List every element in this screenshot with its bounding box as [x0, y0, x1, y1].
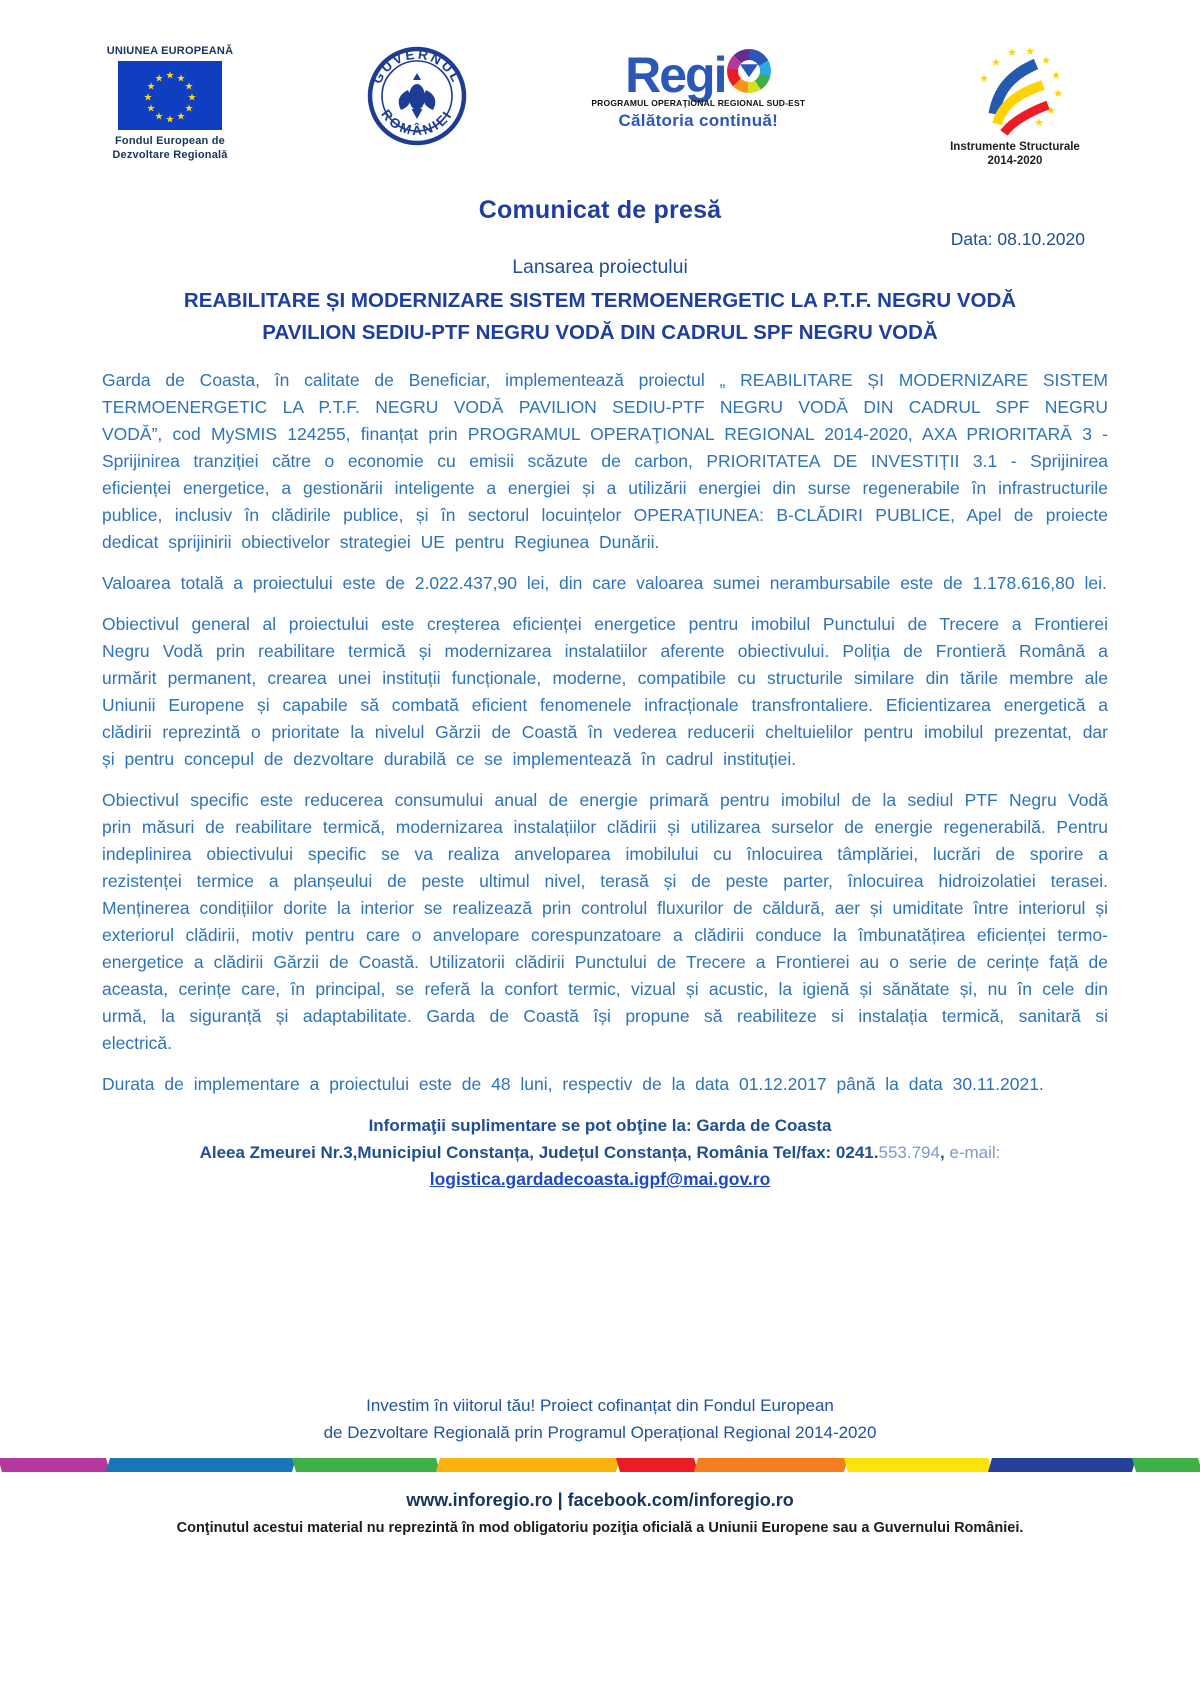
body-paragraph: Durata de implementare a proiectului este de 48 luni, respectiv de la data 01.12.2017 până la data 30.11.2021. [102, 1074, 1044, 1094]
svg-text:★: ★ [146, 103, 156, 115]
footer-links [0, 1490, 1200, 1511]
svg-text:★: ★ [1025, 45, 1035, 58]
contact-email-label: e-mail: [949, 1143, 1001, 1162]
link-separator: | [552, 1490, 568, 1510]
date-line: Data: 08.10.2020 [950, 229, 1085, 249]
structural-instruments-logo [925, 44, 1105, 168]
body-text [102, 367, 1108, 1098]
regio-colorwheel-icon [727, 49, 771, 93]
svg-text:★: ★ [165, 70, 175, 82]
body-paragraph: Obiectivul general al proiectului este creșterea eficienței energetice pentru imobilul Punctului de Trecere a Frontierei Negru Vodă prin reabilitare termică și modernizarea instalatiilor aferente obiectivului. Poliția de Frontieră Română a urmărit permanent, crearea unei instituții funcționale, moderne, compatibile cu structurile similare din tările membre ale Uniunii Europene și capabile să combată eficient fenomenele infracționale transfrontaliere. Eficientizarea energetică a clădirii reprezintă o prioritate la nivelul Gărzii de Coastă în vederea reducerii cheltuielilor pentru imobilul prezentat, dar și pentru concepul de dezvoltare durabilă ce se implementează în cadrul instituției. [102, 614, 1108, 769]
structural-caption-line2: 2014-2020 [987, 155, 1043, 167]
email-link[interactable]: logistica.gardadecoasta.igpf@mai.gov.ro [429, 1169, 771, 1189]
footer-stripe [0, 1458, 1200, 1472]
regio-logo [588, 44, 808, 131]
body-paragraph: Obiectivul specific este reducerea consumului anual de energie primară pentru imobilul de la sediul PTF Negru Vodă prin măsuri de reabilitare termică, modernizarea instalațiilor clădirii și utilizarea surselor de energie regenerabilă. Pentru indeplinirea obiectivului specific se va realiza anveloparea imobilului cu înlocuirea tâmplăriei, lucrări de sporire a rezistenței termice a planșeului de peste ultimul nivel, terasă și de peste parter, înlocuirea hidroizolatiei terasei. Menținerea condițiilor dorite la interior se realizează prin controlul fluxurilor de căldură, aer și umiditate între interiorul și exteriorul clădirii, motiv pentru care o anvelopare corespunzatoare a clădirii conduce la îmbunatățirea eficienței termo-energetice a clădirii Gărzii de Coastă. Utilizatorii clădirii Punctului de Trecere a Frontierei au o serie de cerințe față de aceasta, cerințe care, în principal, se referă la confort termic, vizual și acustic, la igienă și sănătate și, nu în cele din urmă, la siguranță și adaptabilitate. Garda de Coastă își propune să reabiliteze si instalația termică, sanitară si electrică. [102, 790, 1108, 1053]
eu-logo-bottom-label [112, 134, 227, 162]
svg-text:★: ★ [187, 92, 197, 104]
structural-instruments-icon [950, 44, 1080, 140]
contact-comma: , [939, 1143, 950, 1162]
eu-fund-label-line1: Fondul European de [115, 135, 225, 147]
eu-flag-icon [118, 61, 222, 130]
government-seal-top-text: GUVERNUL [368, 46, 465, 87]
header-logos [0, 0, 1200, 176]
regio-tagline: Călătoria continuă! [618, 111, 779, 130]
contact-address-line [0, 1139, 1200, 1166]
eu-logo-top-label: UNIUNEA EUROPEANĂ [106, 45, 234, 57]
cofinancing-line2: de Dezvoltare Regională prin Programul Operațional Regional 2014-2020 [323, 1423, 877, 1442]
contact-info-line: Informaţii suplimentare se pot obţine la: Garda de Coasta [368, 1116, 832, 1135]
cofinancing-line1: Investim în viitorul tău! Proiect cofinanțat din Fondul European [366, 1396, 834, 1415]
svg-text:★: ★ [154, 111, 164, 123]
government-seal-bottom-text: ROMÂNIEI [377, 106, 456, 139]
structural-caption-line1: Instrumente Structurale [950, 141, 1080, 153]
svg-text:★: ★ [1007, 46, 1017, 59]
regio-wordmark [625, 47, 771, 103]
eu-fund-label-line2: Dezvoltare Regională [112, 149, 228, 161]
svg-text:★: ★ [165, 114, 175, 126]
svg-text:★: ★ [146, 81, 156, 93]
contact-block [0, 1112, 1200, 1193]
project-headline [70, 285, 1130, 349]
facebook-link[interactable]: facebook.com/inforegio.ro [567, 1490, 794, 1510]
regio-program-label: PROGRAMUL OPERAŢIONAL REGIONAL [591, 98, 765, 108]
svg-text:★: ★ [184, 103, 194, 115]
svg-text:★: ★ [1053, 87, 1063, 100]
svg-text:★: ★ [991, 56, 1001, 69]
cofinancing-note [0, 1392, 1200, 1446]
regio-wordmark-text: Regi [625, 47, 726, 103]
page-title: Comunicat de presă [478, 196, 722, 224]
svg-text:★: ★ [176, 111, 186, 123]
svg-text:★: ★ [1046, 104, 1056, 117]
contact-address-part: Aleea Zmeurei Nr.3,Municipiul Constanța, Județul Constanța, România Tel/fax: 0241. [199, 1143, 879, 1162]
contact-phone-light: 553.794 [878, 1143, 940, 1162]
svg-text:★: ★ [184, 81, 194, 93]
subtitle-launch: Lansarea proiectului [512, 256, 688, 278]
svg-text:★: ★ [1041, 54, 1051, 67]
structural-instruments-caption [950, 140, 1080, 168]
svg-text:★: ★ [979, 72, 989, 85]
body-paragraph: Valoarea totală a proiectului este de 2.022.437,90 lei, din care valoarea sumei nerambursabile este de 1.178.616,80 lei. [102, 573, 1107, 593]
svg-text:★: ★ [1034, 116, 1044, 129]
project-headline-line1: REABILITARE ȘI MODERNIZARE SISTEM TERMOENERGETIC LA P.T.F. NEGRU VODĂ [183, 289, 1017, 312]
svg-text:★: ★ [176, 73, 186, 85]
svg-text:★: ★ [154, 73, 164, 85]
disclaimer-line: Conţinutul acestui material nu reprezintă în mod obligatoriu poziţia oficială a Uniunii Europene sau a Guvernului României. [176, 1520, 1024, 1536]
government-logo [362, 44, 472, 146]
svg-text:★: ★ [1051, 69, 1061, 82]
inforegio-link[interactable]: www.inforegio.ro [406, 1490, 553, 1510]
project-headline-line2: PAVILION SEDIU-PTF NEGRU VODĂ DIN CADRUL SPF NEGRU VODĂ [262, 321, 938, 344]
regio-region-label: SUD-EST [766, 98, 806, 108]
regio-program-line [591, 98, 805, 108]
svg-text:★: ★ [143, 92, 153, 104]
eu-logo [95, 44, 245, 162]
body-paragraph: Garda de Coasta, în calitate de Beneficiar, implementează proiectul „ REABILITARE ȘI MODERNIZARE SISTEM TERMOENERGETIC LA P.T.F. NEGRU VODĂ PAVILION SEDIU-PTF NEGRU VODĂ DIN CADRUL SPF NEGRU VODĂ”, cod MySMIS 124255, finanțat prin PROGRAMUL OPERAŢIONAL REGIONAL 2014-2020, AXA PRIORITARĂ 3 - Sprijinirea tranziției către o economie cu emisii scăzute de carbon, PRIORITATEA DE INVESTIȚII 3.1 - Sprijinirea eficienței energetice, a gestionării inteligente a energiei și a utilizării energiei din surse regenerabile în infrastructurile publice, inclusiv în clădirile publice, și în sectorul locuințelor OPERAȚIUNEA: B-CLĂDIRI PUBLICE, Apel de proiecte dedicat sprijinirii obiectivelor strategiei UE pentru Regiunea Dunării. [102, 370, 1108, 552]
government-seal-icon [367, 46, 467, 146]
